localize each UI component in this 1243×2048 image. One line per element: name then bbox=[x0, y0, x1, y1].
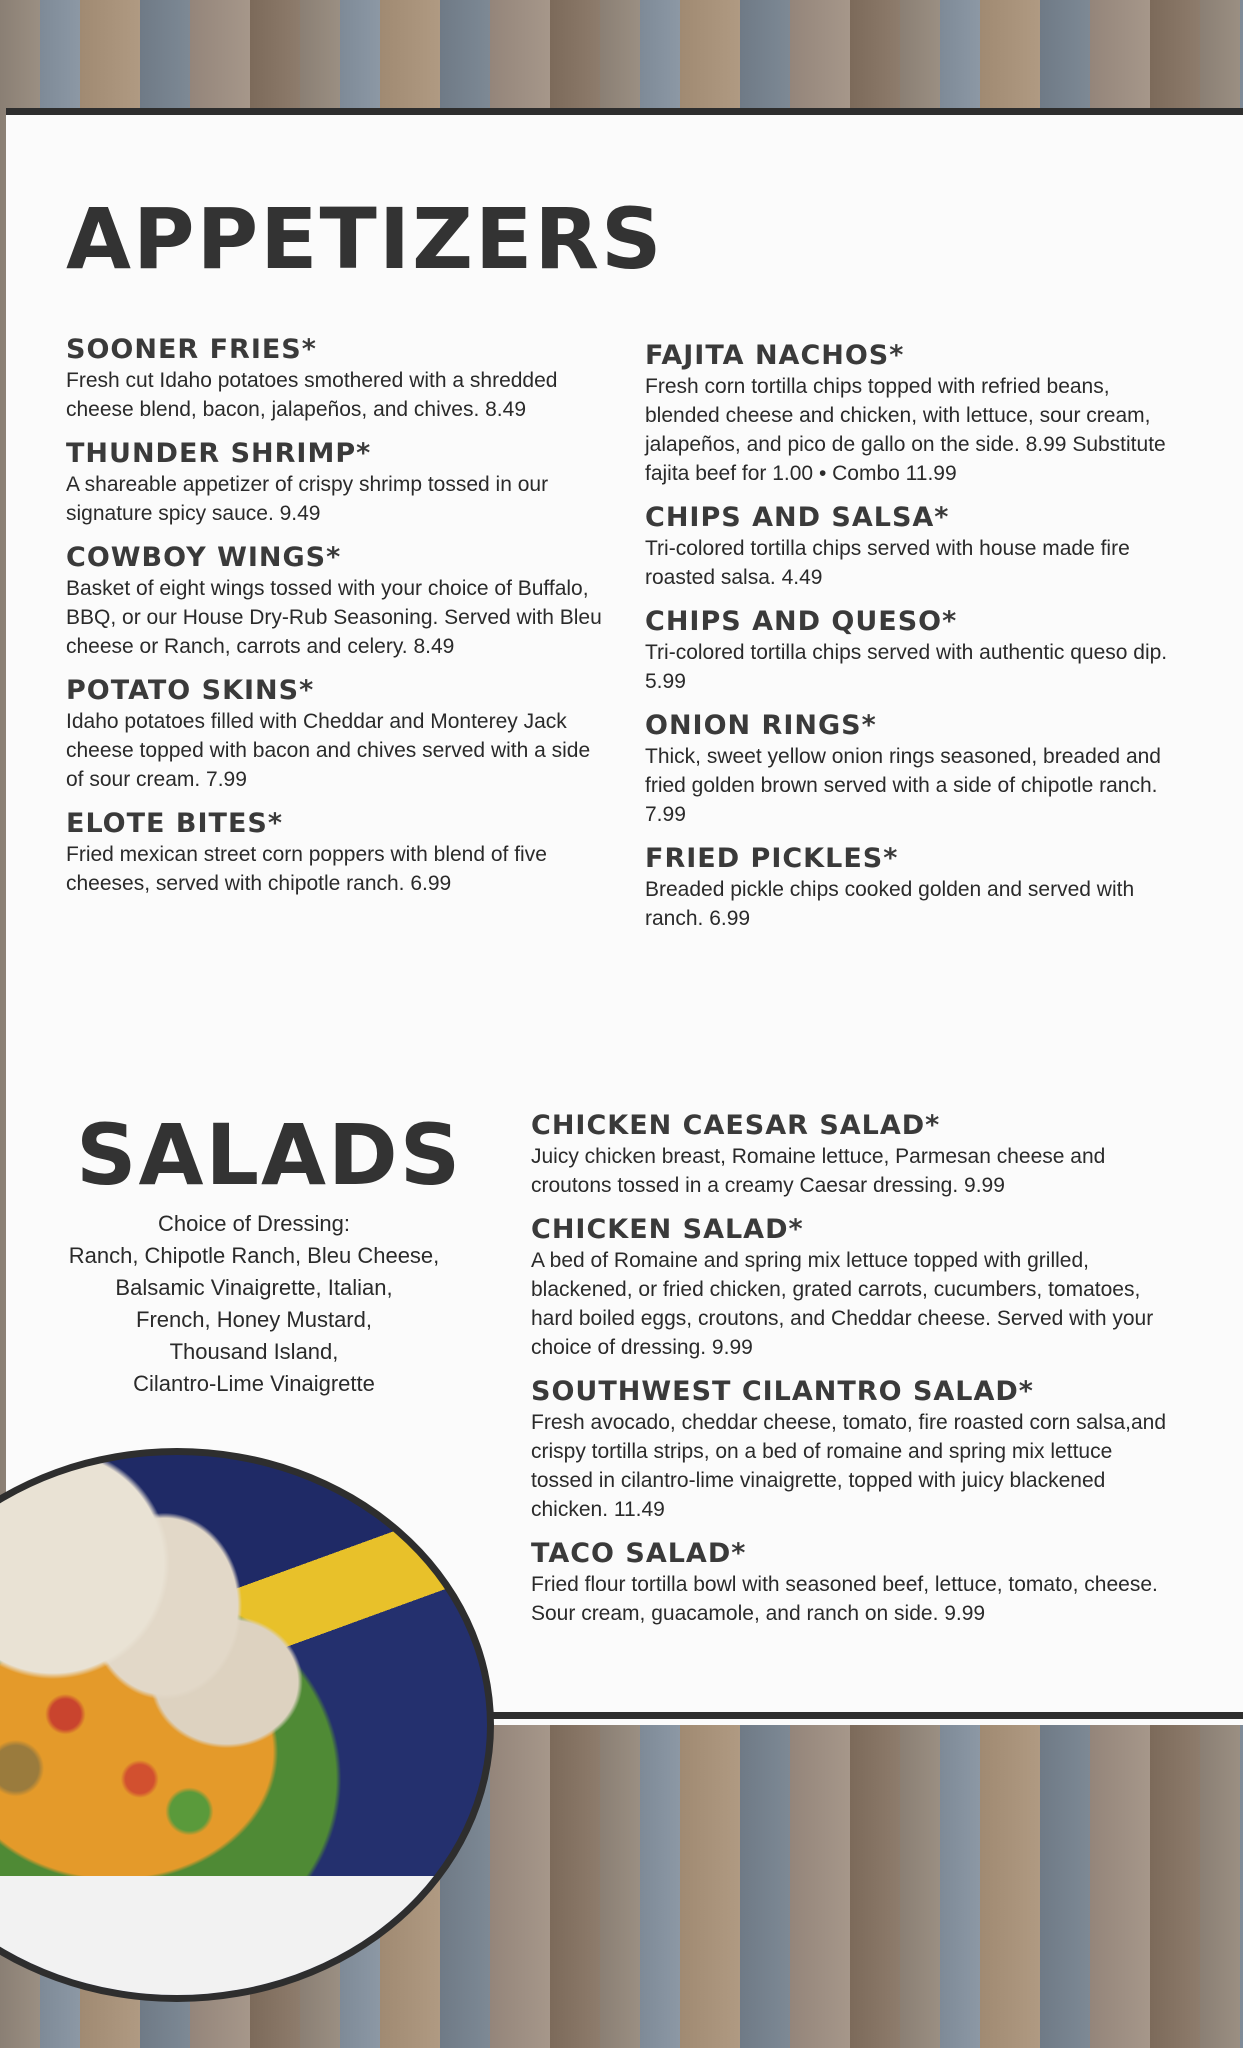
item-description: Fresh corn tortilla chips topped with refried beans, blended cheese and chicken, with lettuce, sour cream, jalapeños, and pico de gallo on the side. 8.99 Substitute fajita beef for 1.00 • Combo 11.99 bbox=[645, 375, 1166, 485]
menu-item bbox=[531, 1376, 1171, 1524]
item-name: ELOTE BITES* bbox=[66, 808, 283, 839]
salads-column bbox=[531, 1110, 1171, 1642]
item-name: FAJITA NACHOS* bbox=[645, 340, 905, 371]
item-name: CHICKEN CAESAR SALAD* bbox=[531, 1110, 941, 1141]
appetizers-heading: APPETIZERS bbox=[66, 190, 664, 288]
item-description: A shareable appetizer of crispy shrimp tossed in our signature spicy sauce. 9.49 bbox=[66, 473, 549, 525]
menu-item bbox=[645, 606, 1185, 696]
item-description: Tri-colored tortilla chips served with house made fire roasted salsa. 4.49 bbox=[645, 537, 1130, 589]
salads-heading: SALADS bbox=[76, 1106, 463, 1204]
menu-item bbox=[531, 1538, 1171, 1628]
menu-item bbox=[645, 340, 1185, 488]
item-name: CHIPS AND QUESO* bbox=[645, 606, 958, 637]
item-description: Fried flour tortilla bowl with seasoned beef, lettuce, tomato, cheese. Sour cream, guacamole, and ranch on side. 9.99 bbox=[531, 1573, 1158, 1625]
item-name: POTATO SKINS* bbox=[66, 675, 315, 706]
item-description: Idaho potatoes filled with Cheddar and Monterey Jack cheese topped with bacon and chives served with a side of sour cream. 7.99 bbox=[66, 710, 591, 791]
item-name: ONION RINGS* bbox=[645, 710, 877, 741]
wood-background-top bbox=[0, 0, 1243, 108]
menu-item bbox=[66, 542, 606, 661]
panel-divider bbox=[480, 1712, 1243, 1719]
dressing-line: Thousand Island, bbox=[169, 1339, 339, 1364]
menu-item bbox=[645, 502, 1185, 592]
item-description: Fresh avocado, cheddar cheese, tomato, fire roasted corn salsa,and crispy tortilla strips, on a bed of romaine and spring mix lettuce tossed in cilantro-lime vinaigrette, topped with juicy blackened chicken. 11.49 bbox=[531, 1411, 1167, 1521]
item-description: Fresh cut Idaho potatoes smothered with a shredded cheese blend, bacon, jalapeños, and chives. 8.49 bbox=[66, 369, 558, 421]
dressing-line: Ranch, Chipotle Ranch, Bleu Cheese, bbox=[68, 1243, 440, 1268]
appetizers-right-column bbox=[645, 340, 1185, 947]
item-name: SOUTHWEST CILANTRO SALAD* bbox=[531, 1376, 1034, 1407]
item-name: THUNDER SHRIMP* bbox=[66, 438, 372, 469]
item-description: Breaded pickle chips cooked golden and served with ranch. 6.99 bbox=[645, 878, 1135, 930]
item-name: TACO SALAD* bbox=[531, 1538, 747, 1569]
menu-item bbox=[531, 1214, 1171, 1362]
dressing-line: Cilantro-Lime Vinaigrette bbox=[133, 1371, 375, 1396]
dressing-options bbox=[54, 1208, 454, 1400]
menu-item bbox=[645, 843, 1185, 933]
menu-item bbox=[66, 675, 606, 794]
item-description: Basket of eight wings tossed with your choice of Buffalo, BBQ, or our House Dry-Rub Seasoning. Served with Bleu cheese or Ranch, carrots and celery. 8.49 bbox=[66, 577, 602, 658]
menu-item bbox=[531, 1110, 1171, 1200]
dressing-line: Choice of Dressing: bbox=[158, 1211, 350, 1236]
menu-item bbox=[66, 808, 606, 898]
dressing-line: French, Honey Mustard, bbox=[136, 1307, 372, 1332]
appetizers-left-column bbox=[66, 334, 606, 912]
item-name: FRIED PICKLES* bbox=[645, 843, 899, 874]
item-description: Juicy chicken breast, Romaine lettuce, Parmesan cheese and croutons tossed in a creamy Caesar dressing. 9.99 bbox=[531, 1145, 1106, 1197]
item-description: Tri-colored tortilla chips served with authentic queso dip. 5.99 bbox=[645, 641, 1168, 693]
item-name: COWBOY WINGS* bbox=[66, 542, 342, 573]
salad-bowl bbox=[0, 1876, 487, 1995]
menu-item bbox=[66, 438, 606, 528]
item-description: A bed of Romaine and spring mix lettuce topped with grilled, blackened, or fried chicken, grated carrots, cucumbers, tomatoes, hard boiled eggs, croutons, and Cheddar cheese. Served with your choice of dressing. 9.99 bbox=[531, 1249, 1154, 1359]
menu-item bbox=[66, 334, 606, 424]
item-description: Thick, sweet yellow onion rings seasoned, breaded and fried golden brown served with a side of chipotle ranch. 7.99 bbox=[645, 745, 1161, 826]
menu-item bbox=[645, 710, 1185, 829]
item-name: CHICKEN SALAD* bbox=[531, 1214, 804, 1245]
item-name: CHIPS AND SALSA* bbox=[645, 502, 950, 533]
dressing-line: Balsamic Vinaigrette, Italian, bbox=[115, 1275, 393, 1300]
item-name: SOONER FRIES* bbox=[66, 334, 317, 365]
item-description: Fried mexican street corn poppers with blend of five cheeses, served with chipotle ranch. 6.99 bbox=[66, 843, 547, 895]
